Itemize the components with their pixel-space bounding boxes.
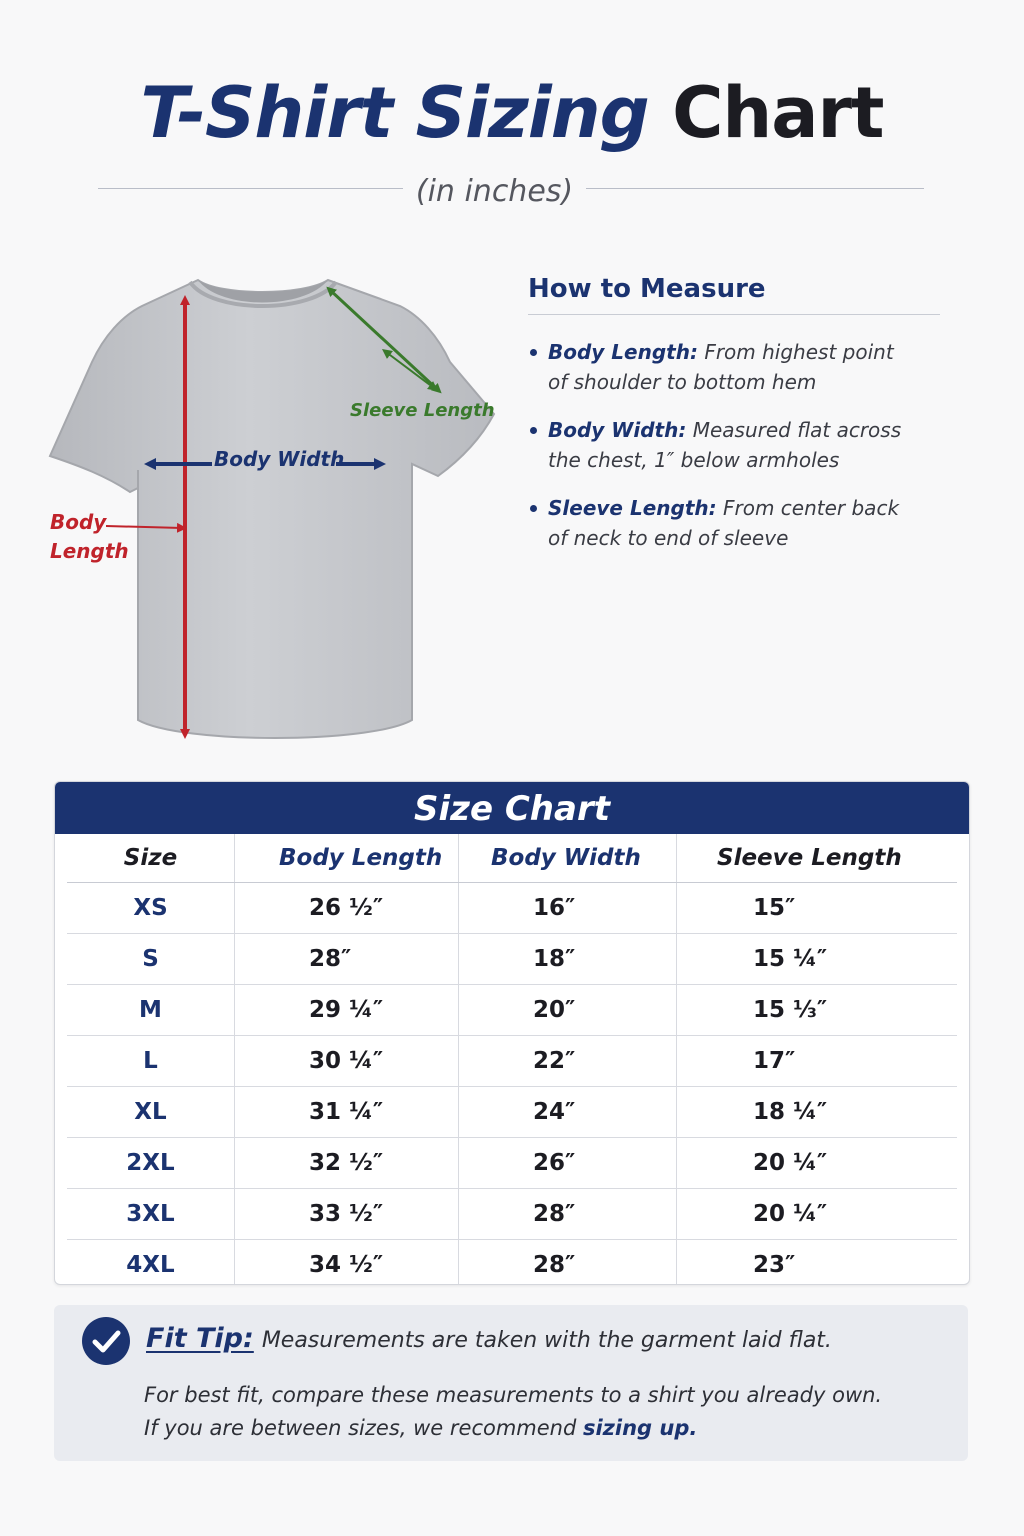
check-circle-icon (82, 1317, 130, 1365)
fit-tip-line3-prefix: If you are between sizes, we recommend (144, 1416, 583, 1440)
body-length-label (50, 508, 129, 566)
subtitle: (in inches) (415, 174, 574, 209)
body-length-cell: 33 ½″ (235, 1189, 459, 1240)
measure-item-body-length (528, 337, 940, 397)
fit-tip-line1 (146, 1323, 832, 1354)
subtitle-row (98, 172, 924, 212)
table-header-row (67, 834, 957, 883)
measure-term: Body Width: (548, 418, 687, 442)
body-width-cell: 24″ (459, 1087, 677, 1138)
body-length-label-line1: Body (50, 510, 107, 534)
title-part2: Chart (672, 72, 884, 154)
size-cell: XL (67, 1087, 235, 1138)
table-row (67, 1138, 957, 1189)
body-width-cell: 26″ (459, 1138, 677, 1189)
body-length-cell: 34 ½″ (235, 1240, 459, 1286)
body-width-cell: 16″ (459, 883, 677, 934)
measure-desc-line1: From highest point (704, 340, 894, 364)
size-cell: 3XL (67, 1189, 235, 1240)
subtitle-rule-left (98, 188, 403, 189)
fit-tip-text1: Measurements are taken with the garment laid flat. (261, 1328, 832, 1353)
sleeve-length-label: Sleeve Length (350, 400, 495, 421)
size-cell: 4XL (126, 1252, 175, 1278)
size-cell: S (67, 934, 235, 985)
table-row (67, 1036, 957, 1087)
table-row (67, 1087, 957, 1138)
table-row (67, 985, 957, 1036)
table-row (67, 1240, 957, 1286)
body-width-cell: 20″ (459, 985, 677, 1036)
size-cell: 2XL (67, 1138, 235, 1189)
table-row (67, 1189, 957, 1240)
body-length-cell: 31 ¼″ (235, 1087, 459, 1138)
bullet-icon (530, 427, 537, 434)
measure-item-body-width (528, 415, 940, 475)
sleeve-length-cell: 17″ (677, 1036, 958, 1087)
fit-tip-box (54, 1305, 968, 1461)
fit-tip-label: Fit Tip: (146, 1323, 254, 1354)
measure-desc-line2: the chest, 1″ below armholes (548, 448, 840, 472)
sleeve-length-cell: 18 ¼″ (677, 1087, 958, 1138)
measure-desc-line2: of shoulder to bottom hem (548, 370, 817, 394)
body-width-cell: 28″ (459, 1240, 677, 1286)
size-cell: L (67, 1036, 235, 1087)
body-width-cell: 18″ (459, 934, 677, 985)
subtitle-rule-right (586, 188, 924, 189)
measure-term: Sleeve Length: (548, 496, 717, 520)
sleeve-length-cell: 23″ (677, 1240, 958, 1286)
body-length-cell: 28″ (235, 934, 459, 985)
size-chart-title: Size Chart (55, 782, 969, 834)
body-length-cell: 32 ½″ (235, 1138, 459, 1189)
size-cell: M (67, 985, 235, 1036)
how-to-measure (528, 274, 940, 571)
size-cell: XS (67, 883, 235, 934)
body-length-cell: 30 ¼″ (235, 1036, 459, 1087)
size-chart-table (67, 834, 957, 1285)
column-header-size: Size (67, 834, 235, 883)
how-to-measure-heading: How to Measure (528, 274, 940, 315)
title-part1: T-Shirt Sizing (140, 72, 649, 154)
body-length-cell: 26 ½″ (235, 883, 459, 934)
measure-term: Body Length: (548, 340, 698, 364)
bullet-icon (530, 349, 537, 356)
tshirt-diagram (40, 270, 500, 760)
sleeve-length-cell: 15″ (677, 883, 958, 934)
fit-tip-line2: For best fit, compare these measurements to a shirt you already own. (144, 1383, 883, 1407)
measure-desc-line2: of neck to end of sleeve (548, 526, 789, 550)
column-header-sleeve-length: Sleeve Length (677, 834, 958, 883)
sleeve-length-cell: 15 ⅓″ (677, 985, 958, 1036)
table-row (67, 883, 957, 934)
table-row (67, 934, 957, 985)
column-header-body-width: Body Width (459, 834, 677, 883)
measure-desc-line1: Measured flat across (692, 418, 902, 442)
column-header-body-length: Body Length (235, 834, 459, 883)
fit-tip-line3-strong: sizing up. (582, 1416, 698, 1440)
fit-tip-line3 (144, 1416, 697, 1440)
body-length-label-line2: Length (50, 539, 129, 563)
measure-item-sleeve-length (528, 493, 940, 553)
measure-list (528, 337, 940, 553)
size-chart-body (67, 883, 957, 1286)
sleeve-length-cell: 15 ¼″ (677, 934, 958, 985)
page-title (0, 72, 1024, 154)
body-width-cell: 28″ (459, 1189, 677, 1240)
sleeve-length-cell: 20 ¼″ (677, 1189, 958, 1240)
sleeve-length-cell: 20 ¼″ (677, 1138, 958, 1189)
body-width-cell: 22″ (459, 1036, 677, 1087)
body-width-label: Body Width (214, 447, 345, 471)
measure-desc-line1: From center back (722, 496, 900, 520)
bullet-icon (530, 505, 537, 512)
body-length-cell: 29 ¼″ (235, 985, 459, 1036)
size-chart-card (54, 781, 970, 1285)
